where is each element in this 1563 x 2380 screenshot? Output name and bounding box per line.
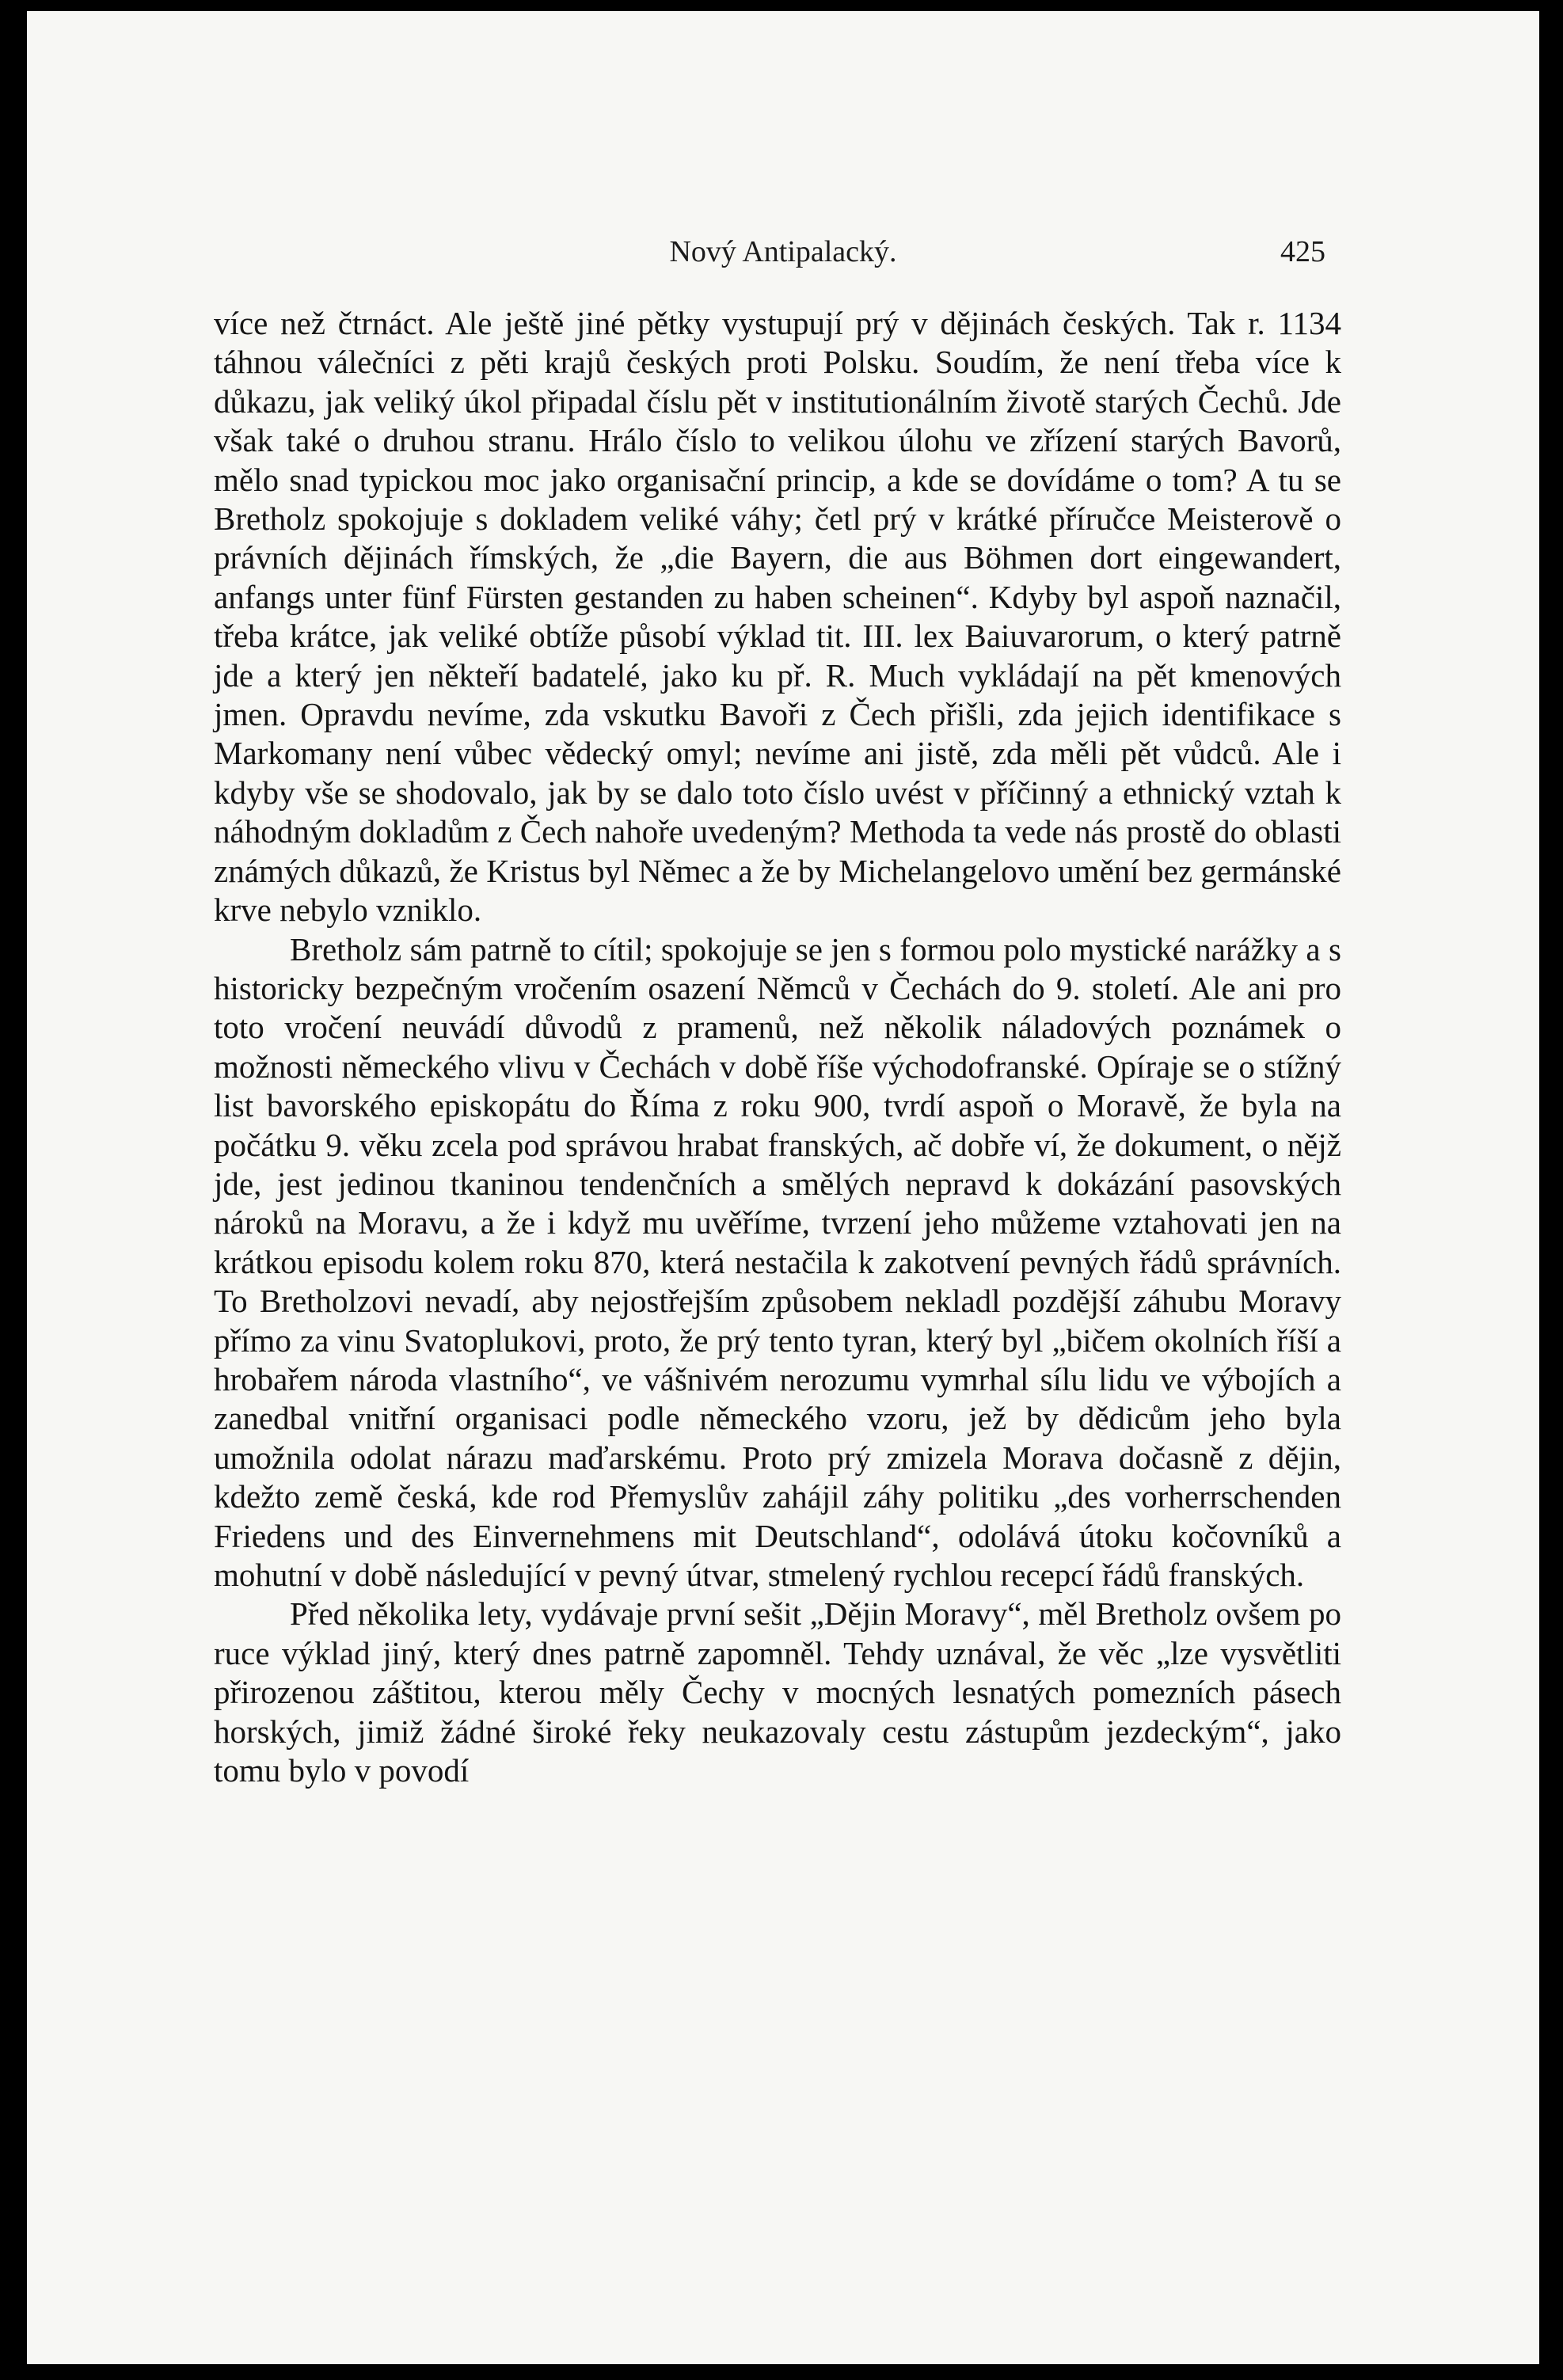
running-title: Nový Antipalacký. — [669, 235, 897, 268]
paragraph-3: Před několika lety, vydávaje první sešit „Dějin Moravy“, měl Bretholz ovšem po ruce výklad jiný, který dnes patrně zapomněl. Tehdy uznával, že věc „lze vysvětliti přirozenou záštitou, kterou měly Čechy v mocných lesnatých pomezních pásech horských, jimiž žádné široké řeky neukazovaly cestu zástupům jezdeckým“, jako tomu bylo v povodí — [214, 1595, 1341, 1789]
running-head — [217, 228, 1349, 276]
page-number: 425 — [1280, 235, 1325, 268]
body-text — [214, 304, 1341, 1790]
paragraph-2: Bretholz sám patrně to cítil; spokojuje se jen s formou polo mystické narážky a s historicky bezpečným vročením osazení Němců v Čechách do 9. století. Ale ani pro toto vročení neuvádí důvodů z pramenů, než několik náladových poznámek o možnosti německého vlivu v Čechách v době říše východofranské. Opíraje se o stížný list bavorského episkopátu do Říma z roku 900, tvrdí aspoň o Moravě, že byla na počátku 9. věku zcela pod správou hrabat franských, ač dobře ví, že dokument, o nějž jde, jest jedinou tkaninou tendenčních a smělých nepravd k dokázání pasovských nároků na Moravu, a že i když mu uvěříme, tvrzení jeho můžeme vztahovati jen na krátkou episodu kolem roku 870, která nestačila k zakotvení pevných řádů správních. To Bretholzovi nevadí, aby nejostřejším způsobem nekladl pozdější záhubu Moravy přímo za vinu Svatoplukovi, proto, že prý tento tyran, který byl „bičem okolních říší a hrobařem národa vlastního“, ve vášnivém nerozumu vymrhal sílu lidu ve výbojích a zanedbal vnitřní organisaci podle německého vzoru, jež by dědicům jeho byla umožnila odolat nárazu maďarskému. Proto prý zmizela Morava dočasně z dějin, kdežto země česká, kde rod Přemyslův zahájil záhy politiku „des vorherrschenden Friedens und des Einvernehmens mit Deutschland“, odolává útoku kočovníků a mohutní v době následující v pevný útvar, stmelený rychlou recepcí řádů franských. — [214, 930, 1341, 1593]
paragraph-1: více než čtrnáct. Ale ještě jiné pětky vystupují prý v dějinách českých. Tak r. 1134 táhnou válečníci z pěti krajů českých proti Polsku. Soudím, že není třeba více k důkazu, jak veliký úkol připadal číslu pět v institutionálním životě starých Čechů. Jde však také o druhou stranu. Hrálo číslo to velikou úlohu ve zřízení starých Bavorů, mělo snad typickou moc jako organisační princip, a kde se dovídáme o tom? A tu se Bretholz spokojuje s dokladem veliké váhy; četl prý v krátké příručce Meisterově o právních dějinách římských, že „die Bayern, die aus Böhmen dort eingewandert, anfangs unter fünf Fürsten gestanden zu haben scheinen“. Kdyby byl aspoň naznačil, třeba krátce, jak veliké obtíže působí výklad tit. III. lex Baiuvarorum, o který patrně jde a který jen někteří badatelé, jako ku př. R. Much vykládají na pět kmenových jmen. Opravdu nevíme, zda vskutku Bavoři z Čech přišli, zda jejich identifikace s Markomany není vůbec vědecký omyl; nevíme ani jistě, zda měli pět vůdců. Ale i kdyby vše se shodovalo, jak by se dalo toto číslo uvést v příčinný a ethnický vztah k náhodným dokladům z Čech nahoře uvedeným? Methoda ta vede nás prostě do oblasti známých důkazů, že Kristus byl Němec a že by Michelangelovo umění bez germánské krve nebylo vzniklo. — [214, 305, 1341, 929]
book-page — [27, 11, 1539, 2364]
